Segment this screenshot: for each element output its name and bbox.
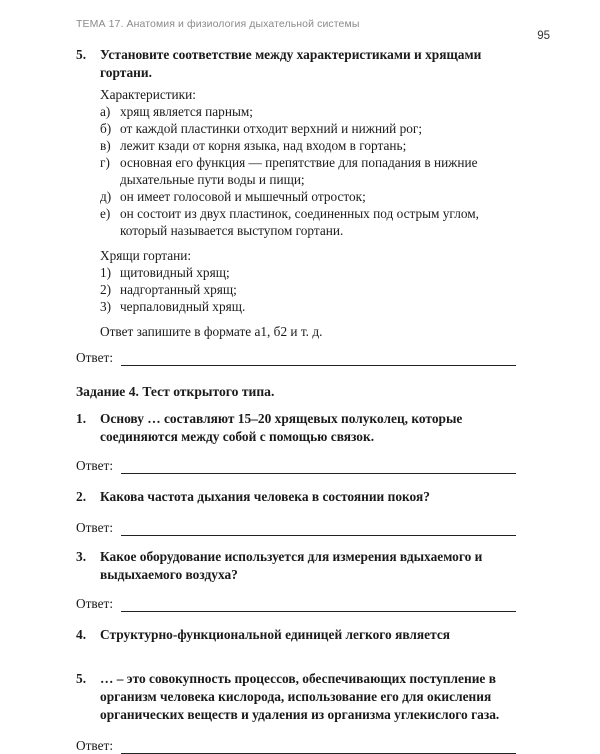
page-number: 95 <box>537 30 550 42</box>
list-item: 2) надгортанный хрящ; <box>100 282 237 297</box>
cartilages-block <box>76 247 516 315</box>
characteristics-label: Характеристики: <box>100 87 196 102</box>
task4-question-2: 2. Какова частота дыхания человека в состоянии покоя? <box>76 489 430 504</box>
list-item: г) основная его функция — препятствие для попадания в нижние дыхательные пути воды и пищи; <box>100 155 478 187</box>
characteristics-block <box>76 86 516 239</box>
answer-label: Ответ: <box>76 738 114 753</box>
page-content <box>76 46 516 754</box>
answer-underline[interactable] <box>121 599 516 612</box>
list-item: 3) черпаловидный хрящ. <box>100 299 246 314</box>
list-item: д) он имеет голосовой и мышечный отросток; <box>100 189 366 204</box>
question-number: 5. <box>76 47 87 62</box>
answer-underline[interactable] <box>121 523 516 536</box>
answer-label: Ответ: <box>76 596 114 611</box>
question-text: Установите соответствие между характеристиками и хрящами гортани. <box>100 47 482 80</box>
list-item: б) от каждой пластинки отходит верхний и нижний рог; <box>100 121 423 136</box>
task4-question-5: 5. … – это совокупность процессов, обеспечивающих поступление в организм человека кислорода, использование его для окисления органических веществ и удаления из организма углекислого газа. <box>76 671 500 722</box>
cartilages-label: Хрящи гортани: <box>100 248 192 263</box>
list-item: а) хрящ является парным; <box>100 104 253 119</box>
answer-line[interactable] <box>76 738 516 754</box>
answer-label: Ответ: <box>76 458 114 473</box>
answer-line[interactable] <box>76 458 516 474</box>
answer-label: Ответ: <box>76 520 114 535</box>
running-title: ТЕМА 17. Анатомия и физиология дыхательной системы <box>76 18 360 30</box>
task4-question-3: 3. Какое оборудование используется для измерения вдыхаемого и выдыхаемого воздуха? <box>76 549 483 582</box>
answer-underline[interactable] <box>121 741 516 754</box>
answer-underline[interactable] <box>121 461 516 474</box>
answer-underline[interactable] <box>121 353 516 366</box>
list-item: е) он состоит из двух пластинок, соединенных под острым углом, который называется выступом гортани. <box>100 206 479 238</box>
task4-question-4: 4. Структурно-функциональной единицей легкого является <box>76 627 451 642</box>
task4-question-1: 1. Основу … составляют 15–20 хрящевых полуколец, которые соединяются между собой с помощью связок. <box>76 411 463 444</box>
task-4-title: Задание 4. Тест открытого типа. <box>76 384 275 399</box>
list-item: 1) щитовидный хрящ; <box>100 265 230 280</box>
question-5-heading <box>76 46 516 82</box>
answer-label: Ответ: <box>76 350 114 365</box>
format-note: Ответ запишите в формате а1, б2 и т. д. <box>100 324 323 339</box>
answer-line[interactable] <box>76 520 516 536</box>
list-item: в) лежит кзади от корня языка, над входом в гортань; <box>100 138 407 153</box>
answer-line-q5[interactable] <box>76 350 516 366</box>
answer-line[interactable] <box>76 596 516 612</box>
